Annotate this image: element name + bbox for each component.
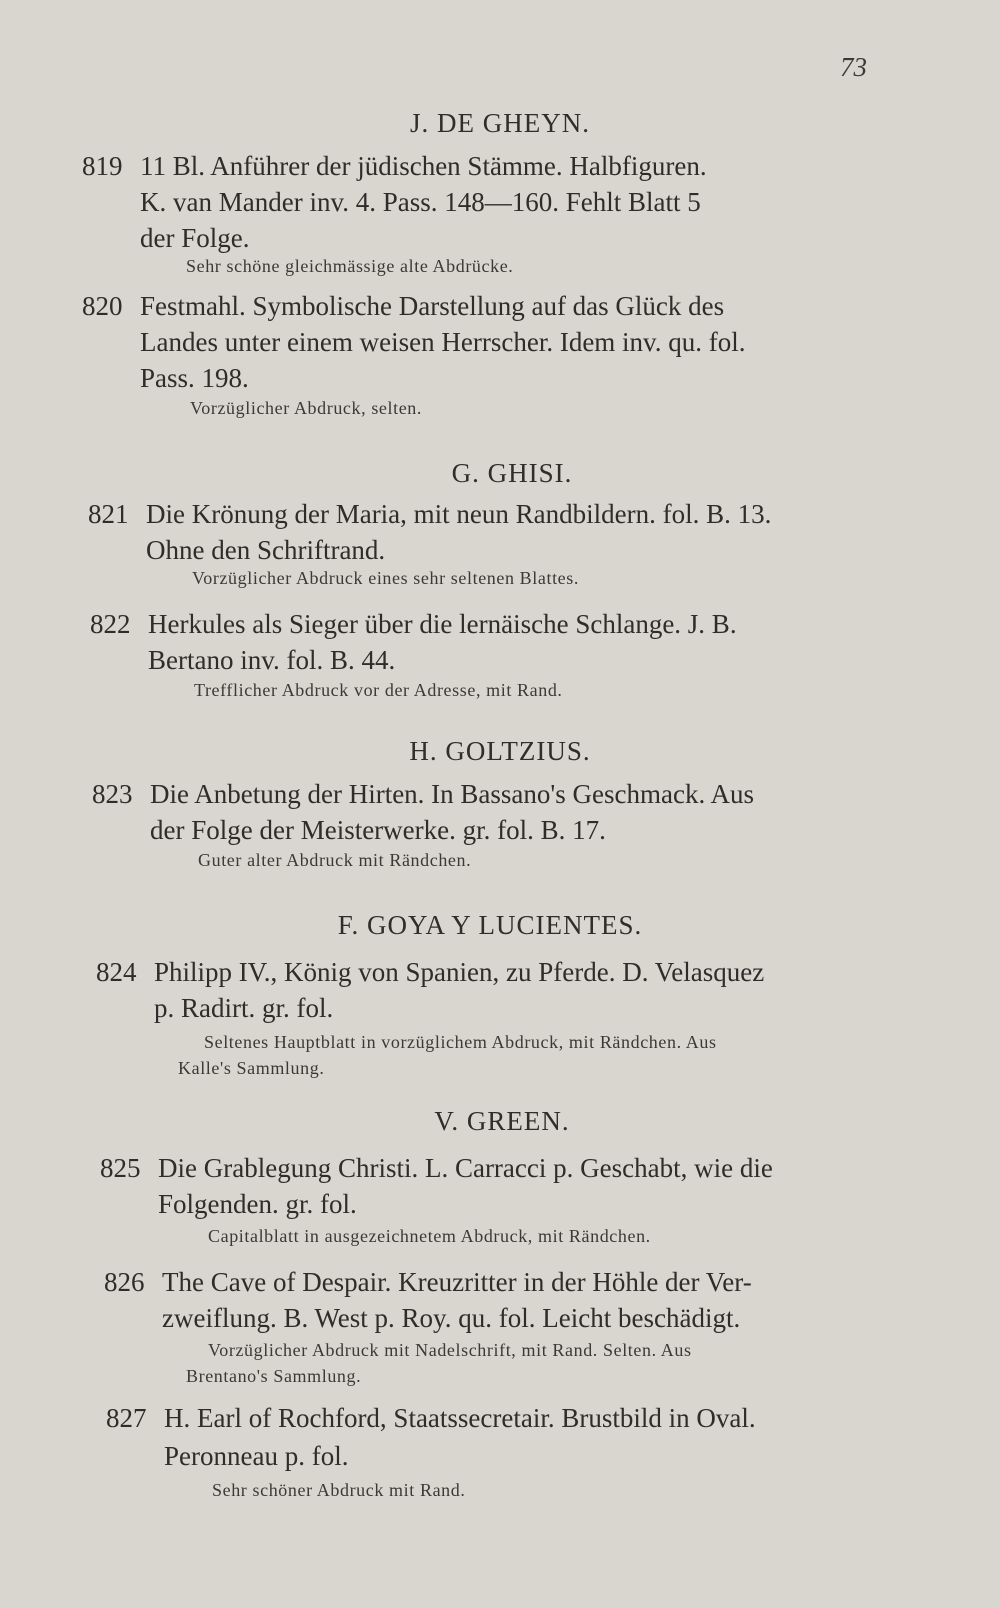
entry-822-line-2: Bertano inv. fol. B. 44.	[148, 645, 396, 675]
entry-819-line-2: K. van Mander inv. 4. Pass. 148—160. Fehlt Blatt 5	[140, 187, 701, 217]
entry-820-note: Vorzüglicher Abdruck, selten.	[190, 398, 423, 418]
entry-821-note: Vorzüglicher Abdruck eines sehr seltenen Blattes.	[192, 568, 579, 588]
section-heading-goya: F. GOYA Y LUCIENTES.	[337, 910, 643, 940]
entry-822-line-1	[90, 606, 737, 642]
entry-820-line-1	[82, 288, 724, 324]
entry-824-note-1: Seltenes Hauptblatt in vorzüglichem Abdruck, mit Rändchen. Aus	[204, 1032, 717, 1052]
entry-826-note-2: Brentano's Sammlung.	[186, 1366, 362, 1386]
entry-825-note: Capitalblatt in ausgezeichnetem Abdruck, mit Rändchen.	[208, 1226, 651, 1246]
entry-827-line-2: Peronneau p. fol.	[164, 1441, 349, 1471]
entry-827-note: Sehr schöner Abdruck mit Rand.	[212, 1480, 466, 1500]
entry-821-line-2: Ohne den Schriftrand.	[146, 535, 386, 565]
section-heading-green: V. GREEN.	[434, 1106, 570, 1136]
entry-text: H. Earl of Rochford, Staatssecretair. Brustbild in Oval.	[164, 1403, 756, 1433]
entry-826-line-2: zweiflung. B. West p. Roy. qu. fol. Leicht beschädigt.	[162, 1303, 741, 1333]
entry-825-line-2: Folgenden. gr. fol.	[158, 1189, 357, 1219]
entry-text: Herkules als Sieger über die lernäische Schlange. J. B.	[148, 609, 737, 639]
entry-text: Die Krönung der Maria, mit neun Randbildern. fol. B. 13.	[146, 499, 772, 529]
entry-819-note: Sehr schöne gleichmässige alte Abdrücke.	[186, 256, 514, 276]
entry-number: 826	[104, 1267, 145, 1297]
entry-827-line-1	[106, 1400, 756, 1436]
entry-text: Philipp IV., König von Spanien, zu Pferde. D. Velasquez	[154, 957, 765, 987]
entry-number: 827	[106, 1403, 147, 1433]
section-heading-ghisi: G. GHISI.	[451, 458, 573, 488]
entry-text: The Cave of Despair. Kreuzritter in der Höhle der Ver-	[162, 1267, 752, 1297]
section-heading-de-gheyn: J. DE GHEYN.	[410, 108, 590, 138]
entry-text: Die Anbetung der Hirten. In Bassano's Geschmack. Aus	[150, 779, 754, 809]
entry-text: Die Grablegung Christi. L. Carracci p. Geschabt, wie die	[158, 1153, 773, 1183]
entry-number: 819	[82, 151, 123, 181]
entry-text: Festmahl. Symbolische Darstellung auf das Glück des	[140, 291, 725, 321]
entry-number: 823	[92, 779, 133, 809]
entry-number: 824	[96, 957, 137, 987]
entry-819-line-1	[82, 148, 707, 184]
entry-number: 820	[82, 291, 123, 321]
entry-822-note: Trefflicher Abdruck vor der Adresse, mit Rand.	[194, 680, 563, 700]
entry-823-line-1	[92, 776, 754, 812]
page-number: 73	[840, 52, 867, 82]
entry-820-line-2: Landes unter einem weisen Herrscher. Idem inv. qu. fol.	[140, 327, 746, 357]
entry-821-line-1	[88, 496, 771, 532]
entry-824-line-2: p. Radirt. gr. fol.	[154, 993, 334, 1023]
section-heading-goltzius: H. GOLTZIUS.	[409, 736, 591, 766]
entry-text: 11 Bl. Anführer der jüdischen Stämme. Halbfiguren.	[140, 151, 707, 181]
entry-number: 825	[100, 1153, 141, 1183]
entry-824-note-2: Kalle's Sammlung.	[178, 1058, 325, 1078]
entry-826-line-1	[104, 1264, 752, 1300]
entry-826-note-1: Vorzüglicher Abdruck mit Nadelschrift, mit Rand. Selten. Aus	[208, 1340, 692, 1360]
entry-number: 821	[88, 499, 129, 529]
entry-823-line-2: der Folge der Meisterwerke. gr. fol. B. 17.	[150, 815, 606, 845]
entry-number: 822	[90, 609, 131, 639]
entry-820-line-3: Pass. 198.	[140, 363, 249, 393]
entry-824-line-1	[96, 954, 764, 990]
entry-823-note: Guter alter Abdruck mit Rändchen.	[198, 850, 472, 870]
entry-819-line-3: der Folge.	[140, 223, 250, 253]
entry-825-line-1	[100, 1150, 773, 1186]
